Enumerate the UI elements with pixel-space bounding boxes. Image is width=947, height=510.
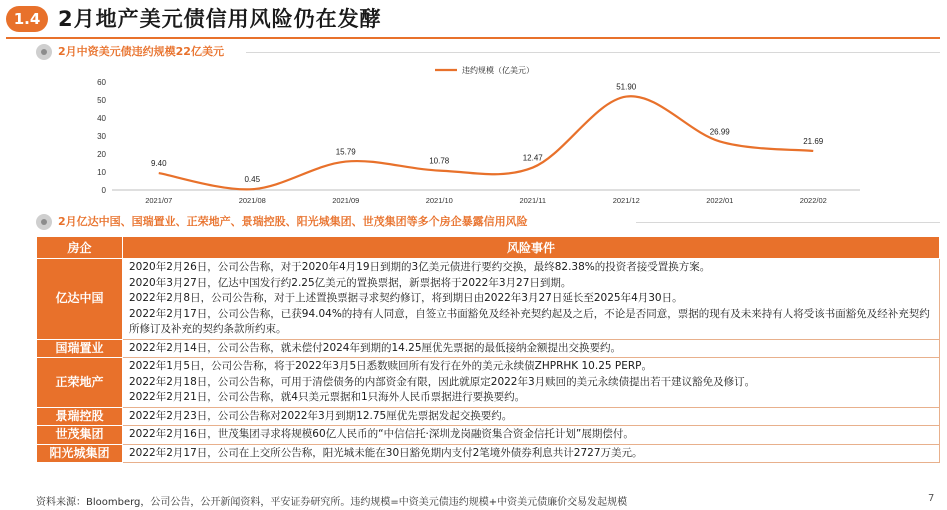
section-heading-risk-events <box>36 213 940 231</box>
section-heading-rule <box>636 222 940 223</box>
data-label: 9.40 <box>150 159 167 169</box>
y-tick-label: 60 <box>97 78 106 87</box>
table-row <box>37 358 940 408</box>
event-item: 2022年2月17日，公司在上交所公告称，阳光城未能在30日豁免期内支付2笔境外债券利息共计2727万美元。 <box>129 446 643 459</box>
company-cell: 国瑞置业 <box>37 339 123 358</box>
event-item: 2022年2月16日，世茂集团寻求将规模60亿人民币的“中信信托·深圳龙岗融资集合资金信托计划”展期偿付。 <box>129 428 634 440</box>
page-number: 7 <box>928 493 935 504</box>
event-item: 2022年2月8日，公司公告称，对于上述置换票据寻求契约修订，将到期日由2022年3月27日延长至2025年4月30日。 <box>129 292 683 304</box>
section-heading-default-scale <box>36 43 940 61</box>
company-cell: 世茂集团 <box>37 426 123 445</box>
company-cell: 阳光城集团 <box>37 444 123 463</box>
events-cell <box>123 426 940 445</box>
section-number-badge: 1.4 <box>6 6 48 32</box>
event-item: 2022年2月23日，公司公告称对2022年3月到期12.75厘优先票据发起交换要约。 <box>129 409 513 422</box>
x-tick-label: 2022/02 <box>799 196 827 205</box>
risk-events-table <box>36 236 940 463</box>
company-cell: 亿达中国 <box>37 259 123 340</box>
events-cell <box>123 358 940 408</box>
company-cell: 正荣地产 <box>37 358 123 408</box>
column-header-risk-events: 风险事件 <box>123 237 940 259</box>
event-item: 2020年2月26日，公司公告称，对于2020年4月19日到期的3亿美元债进行要约交换，最终82.38%的投资者接受置换方案。 <box>129 261 711 273</box>
event-item: 2022年2月14日，公司公告称，就未偿付2024年到期的14.25厘优先票据的最低接纳金额提出交换要约。 <box>129 341 622 354</box>
data-label: 15.79 <box>335 147 356 157</box>
event-item: 2022年2月21日，公司公告称，就4只美元票据和1只海外人民币票据进行要换要约。 <box>129 391 526 403</box>
event-item: 2022年2月17日，公司公告称，已获94.04%的持有人同意，自签立书面豁免及经补充契约起及之后，不论是否同意，票据的现有及未来持有人将受该书面豁免及经补充契约所修订及补充的契约条款所约束。 <box>129 307 930 335</box>
company-cell: 景瑞控股 <box>37 407 123 426</box>
section-heading-rule <box>246 52 940 53</box>
source-footnote: 资料来源：Bloomberg，公司公告，公开新闻资料，平安证券研究所。违约规模=中资美元债违约规模+中资美元债廉价交易发起规模 <box>36 497 628 508</box>
page-header <box>6 4 942 36</box>
events-cell <box>123 407 940 426</box>
table-row <box>37 339 940 358</box>
data-label: 12.47 <box>522 153 543 163</box>
section-heading-text: 2月亿达中国、国瑞置业、正荣地产、景瑞控股、阳光城集团、世茂集团等多个房企暴露信用风险 <box>58 215 528 228</box>
events-cell <box>123 444 940 463</box>
x-tick-label: 2021/09 <box>332 196 360 205</box>
table-row <box>37 444 940 463</box>
y-tick-label: 20 <box>97 150 106 159</box>
default-scale-line-chart <box>60 60 870 210</box>
data-label: 26.99 <box>709 127 730 137</box>
x-tick-label: 2021/11 <box>519 196 547 205</box>
data-label: 0.45 <box>244 175 261 185</box>
section-heading-text: 2月中资美元债违约规模22亿美元 <box>58 45 224 58</box>
table-row <box>37 407 940 426</box>
event-item: 2020年3月27日，亿达中国发行约2.25亿美元的置换票据，新票据将于2022年3月27日到期。 <box>129 276 572 289</box>
event-item: 2022年1月5日，公司公告称，将于2022年3月5日悉数赎回所有发行在外的美元永续债ZHPRHK 10.25 PERP。 <box>129 360 652 372</box>
legend-label: 违约规模（亿美元） <box>462 66 534 75</box>
table-row <box>37 259 940 340</box>
x-tick-label: 2022/01 <box>706 196 734 205</box>
table-header-row <box>37 237 940 259</box>
bullet-circle-icon <box>36 214 52 230</box>
x-tick-label: 2021/07 <box>145 196 173 205</box>
x-tick-label: 2021/08 <box>238 196 266 205</box>
event-item: 2022年2月18日，公司公告称，可用于清偿债务的内部资金有限，因此就原定2022年3月赎回的美元永续债提出若干建议豁免及修订。 <box>129 375 756 388</box>
table-row <box>37 426 940 445</box>
y-tick-label: 30 <box>97 132 106 141</box>
y-tick-label: 50 <box>97 96 106 105</box>
page-title: 2月地产美元债信用风险仍在发酵 <box>58 7 382 31</box>
y-tick-label: 10 <box>97 168 106 177</box>
x-tick-label: 2021/10 <box>425 196 453 205</box>
y-tick-label: 40 <box>97 114 106 123</box>
bullet-circle-icon <box>36 44 52 60</box>
column-header-company: 房企 <box>37 237 123 259</box>
data-label: 21.69 <box>803 136 824 146</box>
y-tick-label: 0 <box>101 186 106 195</box>
data-label: 51.90 <box>616 82 637 92</box>
data-label: 10.78 <box>429 156 450 166</box>
events-cell <box>123 259 940 340</box>
x-tick-label: 2021/12 <box>612 196 640 205</box>
title-divider <box>6 37 940 39</box>
events-cell <box>123 339 940 358</box>
